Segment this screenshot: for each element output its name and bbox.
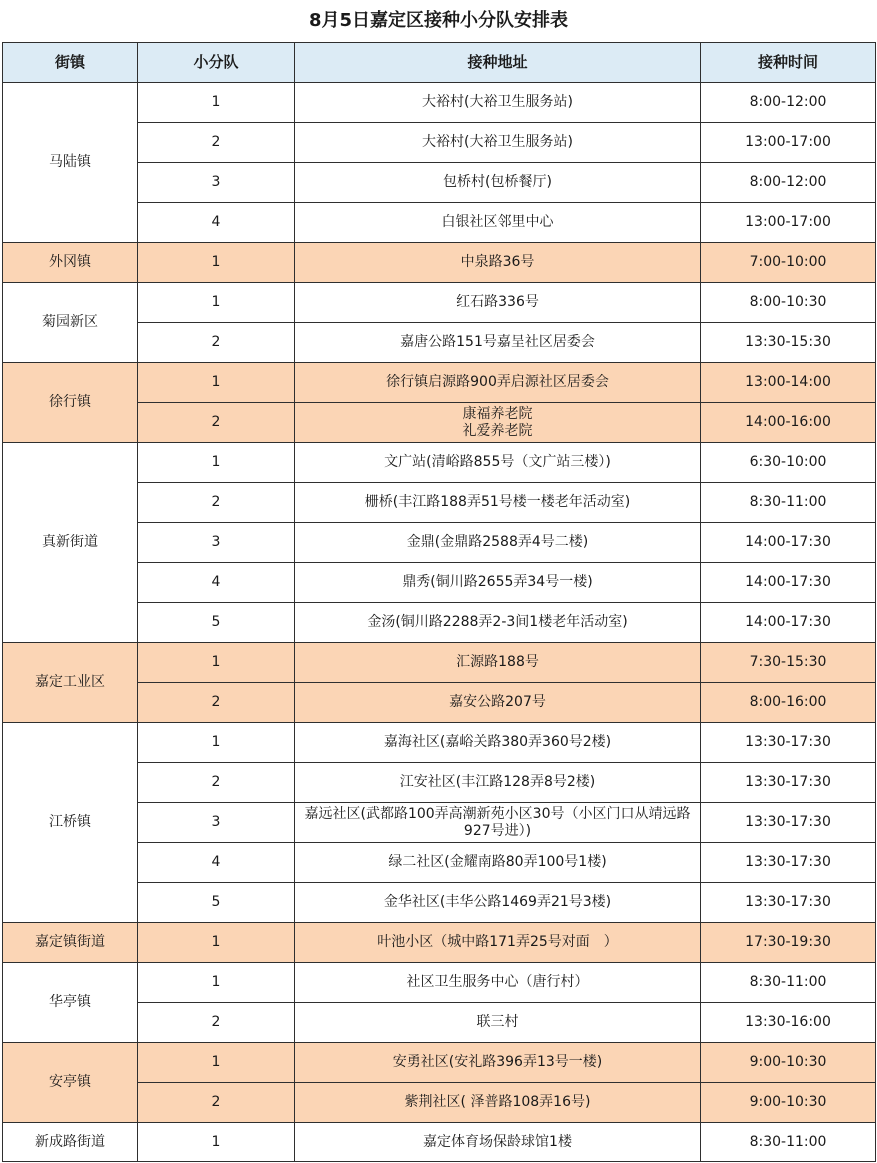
table-row [3, 1043, 876, 1083]
time-cell: 9:00-10:30 [701, 1043, 876, 1083]
address-cell: 嘉唐公路151号嘉呈社区居委会 [295, 323, 701, 363]
page-title: 8月5日嘉定区接种小分队安排表 [308, 10, 569, 31]
address-cell: 中泉路36号 [295, 243, 701, 283]
address-cell: 汇源路188号 [295, 643, 701, 683]
team-cell: 2 [138, 123, 295, 163]
address-cell: 金汤(铜川路2288弄2-3间1楼老年活动室) [295, 603, 701, 643]
team-cell: 1 [138, 723, 295, 763]
team-cell: 1 [138, 643, 295, 683]
time-cell: 13:30-17:30 [701, 843, 876, 883]
town-cell: 真新街道 [3, 443, 138, 643]
team-cell: 1 [138, 963, 295, 1003]
team-cell: 4 [138, 843, 295, 883]
time-cell: 9:00-10:30 [701, 1083, 876, 1123]
time-cell: 8:00-12:00 [701, 163, 876, 203]
address-cell: 徐行镇启源路900弄启源社区居委会 [295, 363, 701, 403]
address-cell: 金华社区(丰华公路1469弄21号3楼) [295, 883, 701, 923]
address-cell: 江安社区(丰江路128弄8号2楼) [295, 763, 701, 803]
town-cell: 徐行镇 [3, 363, 138, 443]
town-cell: 新成路街道 [3, 1123, 138, 1162]
schedule-table [2, 42, 876, 1162]
team-cell: 2 [138, 1003, 295, 1043]
time-cell: 13:00-14:00 [701, 363, 876, 403]
address-cell: 康福养老院 礼爱养老院 [295, 403, 701, 443]
town-cell: 江桥镇 [3, 723, 138, 923]
team-cell: 1 [138, 283, 295, 323]
time-cell: 13:00-17:00 [701, 123, 876, 163]
address-cell: 安勇社区(安礼路396弄13号一楼) [295, 1043, 701, 1083]
team-cell: 2 [138, 763, 295, 803]
table-row [3, 643, 876, 683]
address-cell: 鼎秀(铜川路2655弄34号一楼) [295, 563, 701, 603]
time-cell: 14:00-17:30 [701, 523, 876, 563]
address-cell: 金鼎(金鼎路2588弄4号二楼) [295, 523, 701, 563]
time-cell: 13:30-16:00 [701, 1003, 876, 1043]
time-cell: 8:00-12:00 [701, 83, 876, 123]
team-cell: 1 [138, 83, 295, 123]
time-cell: 13:00-17:00 [701, 203, 876, 243]
address-cell: 叶池小区（城中路171弄25号对面 ） [295, 923, 701, 963]
time-cell: 7:30-15:30 [701, 643, 876, 683]
table-row [3, 723, 876, 763]
header-row [3, 43, 876, 83]
address-cell: 社区卫生服务中心（唐行村） [295, 963, 701, 1003]
address-cell: 栅桥(丰江路188弄51号楼一楼老年活动室) [295, 483, 701, 523]
team-cell: 1 [138, 443, 295, 483]
time-cell: 17:30-19:30 [701, 923, 876, 963]
header-address: 接种地址 [295, 43, 701, 83]
team-cell: 2 [138, 323, 295, 363]
time-cell: 13:30-15:30 [701, 323, 876, 363]
address-cell: 联三村 [295, 1003, 701, 1043]
time-cell: 8:30-11:00 [701, 483, 876, 523]
address-cell: 红石路336号 [295, 283, 701, 323]
table-row [3, 83, 876, 123]
team-cell: 1 [138, 1043, 295, 1083]
table-row [3, 963, 876, 1003]
team-cell: 5 [138, 883, 295, 923]
team-cell: 1 [138, 923, 295, 963]
time-cell: 8:00-16:00 [701, 683, 876, 723]
team-cell: 1 [138, 363, 295, 403]
address-cell: 大裕村(大裕卫生服务站) [295, 123, 701, 163]
time-cell: 6:30-10:00 [701, 443, 876, 483]
town-cell: 马陆镇 [3, 83, 138, 243]
table-row [3, 283, 876, 323]
team-cell: 3 [138, 523, 295, 563]
team-cell: 3 [138, 803, 295, 843]
team-cell: 5 [138, 603, 295, 643]
town-cell: 嘉定镇街道 [3, 923, 138, 963]
team-cell: 2 [138, 1083, 295, 1123]
time-cell: 8:30-11:00 [701, 1123, 876, 1162]
team-cell: 3 [138, 163, 295, 203]
town-cell: 菊园新区 [3, 283, 138, 363]
header-team: 小分队 [138, 43, 295, 83]
town-cell: 外冈镇 [3, 243, 138, 283]
time-cell: 13:30-17:30 [701, 763, 876, 803]
table-row [3, 1123, 876, 1162]
team-cell: 4 [138, 203, 295, 243]
team-cell: 2 [138, 683, 295, 723]
address-cell: 绿二社区(金耀南路80弄100号1楼) [295, 843, 701, 883]
time-cell: 14:00-17:30 [701, 563, 876, 603]
address-cell: 白银社区邻里中心 [295, 203, 701, 243]
time-cell: 7:00-10:00 [701, 243, 876, 283]
address-cell: 嘉安公路207号 [295, 683, 701, 723]
address-cell: 文广站(清峪路855号（文广站三楼）) [295, 443, 701, 483]
team-cell: 4 [138, 563, 295, 603]
team-cell: 2 [138, 483, 295, 523]
town-cell: 安亭镇 [3, 1043, 138, 1123]
address-cell: 嘉海社区(嘉峪关路380弄360号2楼) [295, 723, 701, 763]
address-cell: 紫荆社区( 泽普路108弄16号) [295, 1083, 701, 1123]
table-row [3, 443, 876, 483]
address-cell: 嘉定体育场保龄球馆1楼 [295, 1123, 701, 1162]
address-cell: 嘉远社区(武都路100弄高潮新苑小区30号（小区门口从靖远路927号进）) [295, 803, 701, 843]
table-row [3, 243, 876, 283]
town-cell: 嘉定工业区 [3, 643, 138, 723]
table-row [3, 923, 876, 963]
time-cell: 14:00-16:00 [701, 403, 876, 443]
time-cell: 13:30-17:30 [701, 803, 876, 843]
team-cell: 1 [138, 243, 295, 283]
time-cell: 13:30-17:30 [701, 883, 876, 923]
time-cell: 14:00-17:30 [701, 603, 876, 643]
team-cell: 1 [138, 1123, 295, 1162]
town-cell: 华亭镇 [3, 963, 138, 1043]
time-cell: 8:30-11:00 [701, 963, 876, 1003]
table-body [3, 83, 876, 1162]
address-cell: 包桥村(包桥餐厅) [295, 163, 701, 203]
time-cell: 13:30-17:30 [701, 723, 876, 763]
header-town: 街镇 [3, 43, 138, 83]
time-cell: 8:00-10:30 [701, 283, 876, 323]
table-row [3, 363, 876, 403]
header-time: 接种时间 [701, 43, 876, 83]
team-cell: 2 [138, 403, 295, 443]
address-cell: 大裕村(大裕卫生服务站) [295, 83, 701, 123]
